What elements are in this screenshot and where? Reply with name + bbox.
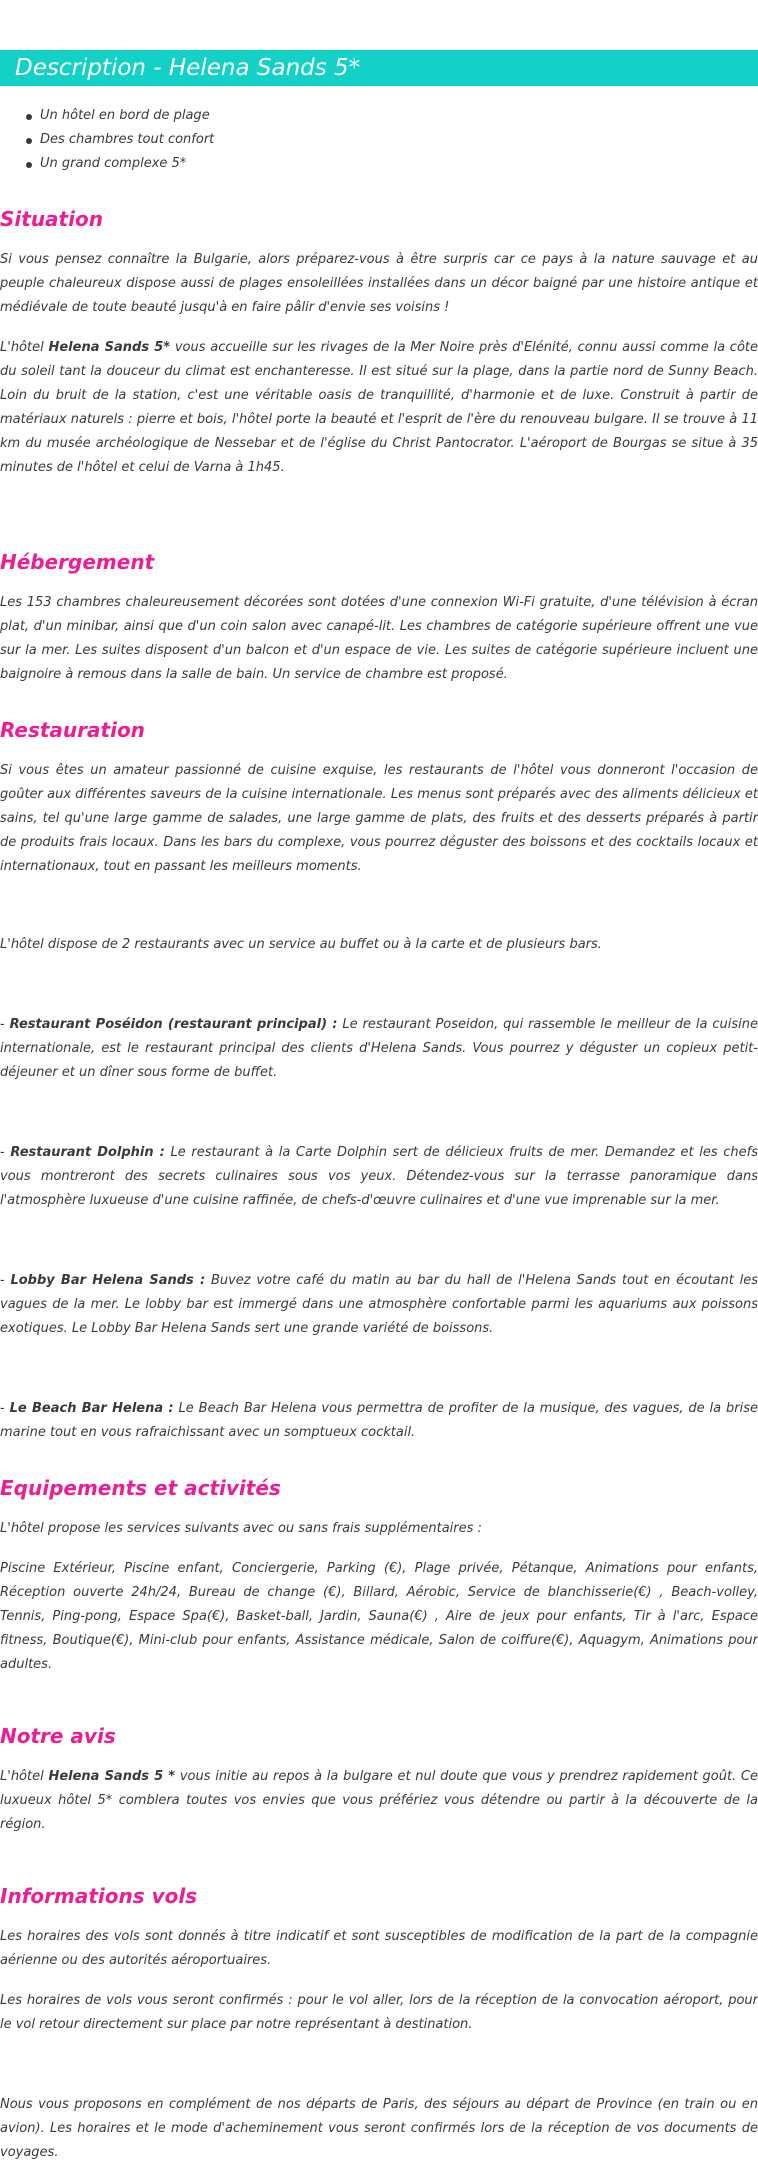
equipements-paragraph-1: L'hôtel propose les services suivants avec ou sans frais supplémentaires : [0, 1521, 482, 1536]
restaurant-name: Restaurant Poséidon (restaurant principal) : [9, 1017, 338, 1032]
text-span: vous accueille sur les rivages de la Mer Noire près d'Elénité, connu aussi comme la côte du soleil tant la douceur du climat est enchanteresse. Il est situé sur la plage, dans la partie nord de Sunny Beach. Loin du bruit de la station, c'est une véritable oasis de tranquillité, d'harmonie et de luxe. Construit à partir de matériaux naturels : pierre et bois, l'hôtel porte la beauté et l'esprit de l'ère du renouveau bulgare. Il se trouve à 11 km du musée archéologique de Nessebar et de l'église du Christ Pantocrator. L'aéroport de Bourgas se situe à 35 minutes de l'hôtel et celui de Varna à 1h45. [0, 340, 758, 475]
text-span: - [0, 1401, 10, 1416]
section-heading-situation: Situation [0, 207, 103, 231]
situation-paragraph-2 [0, 336, 758, 480]
restauration-paragraph-2: L'hôtel dispose de 2 restaurants avec un service au buffet ou à la carte et de plusieurs bars. [0, 937, 602, 952]
text-span: - [0, 1273, 11, 1288]
hotel-name: Helena Sands 5 * [48, 1769, 176, 1784]
text-span: vous initie au repos à la bulgare et nul doute que vous y prendrez rapidement goût. Ce luxueux hôtel 5* comblera toutes vos envies que vous préfériez vous détendre ou partir à la découverte de la région. [0, 1769, 758, 1832]
restauration-paragraph-1: Si vous êtes un amateur passionné de cuisine exquise, les restaurants de l'hôtel vous donneront l'occasion de goûter aux différentes saveurs de la cuisine internationale. Les menus sont préparés avec des aliments délicieux et sains, tel qu'une large gamme de salades, une large gamme de plats, des fruits et des desserts préparés à partir de produits frais locaux. Dans les bars du complexe, vous pourrez déguster des boissons et des cocktails locaux et internationaux, tout en passant les meilleurs moments. [0, 763, 758, 874]
hebergement-paragraph: Les 153 chambres chaleureusement décorées sont dotées d'une connexion Wi-Fi gratuite, d'une télévision à écran plat, d'un minibar, ainsi que d'un coin salon avec canapé-lit. Les chambres de catégorie supérieure offrent une vue sur la mer. Les suites disposent d'un balcon et d'un espace de vie. Les suites de catégorie supérieure incluent une baignoire à remous dans la salle de bain. Un service de chambre est proposé. [0, 595, 758, 682]
text-span: - [0, 1145, 11, 1160]
hotel-name: Helena Sands 5* [48, 340, 171, 355]
vols-paragraph-2: Les horaires de vols vous seront confirmés : pour le vol aller, lors de la réception de la convocation aéroport, pour le vol retour directement sur place par notre représentant à destination. [0, 1993, 758, 2032]
page-title: Description - Helena Sands 5* [15, 55, 361, 81]
text-span: Le restaurant à la Carte Dolphin sert de délicieux fruits de mer. Demandez et les chefs vous montreront des secrets culinaires sous vos yeux. Détendez-vous sur la terrasse panoramique dans l'atmosphère luxueuse d'une cuisine raffinée, de chefs-d'œuvre culinaires et d'une vue imprenable sur la mer. [0, 1145, 758, 1208]
bar-name: Lobby Bar Helena Sands : [10, 1273, 206, 1288]
text-span: L'hôtel [0, 1769, 49, 1784]
section-heading-restauration: Restauration [0, 718, 145, 742]
section-heading-vols: Informations vols [0, 1884, 198, 1908]
restaurant-name: Restaurant Dolphin : [10, 1145, 165, 1160]
equipements-paragraph-2: Piscine Extérieur, Piscine enfant, Conciergerie, Parking (€), Plage privée, Pétanque, Animations pour enfants, Réception ouverte 24h/24, Bureau de change (€), Billard, Aérobic, Service de blanchisserie(€) , Beach-volley, Tennis, Ping-pong, Espace Spa(€), Basket-ball, Jardin, Sauna(€) , Aire de jeux pour enfants, Tir à l'arc, Espace fitness, Boutique(€), Mini-club pour enfants, Assistance médicale, Salon de coiffure(€), Aquagym, Animations pour adultes. [0, 1561, 758, 1672]
bar-item-lobby [0, 1269, 758, 1341]
section-heading-hebergement: Hébergement [0, 550, 155, 574]
list-item: Des chambres tout confort [24, 128, 214, 152]
section-heading-avis: Notre avis [0, 1724, 116, 1748]
text-span: L'hôtel [0, 340, 49, 355]
text-span: Le Beach Bar Helena vous permettra de profiter de la musique, des vagues, de la brise marine tout en vous rafraichissant avec un somptueux cocktail. [0, 1401, 758, 1440]
bar-item-beach [0, 1397, 758, 1445]
list-item: Un hôtel en bord de plage [24, 104, 214, 128]
vols-paragraph-1: Les horaires des vols sont donnés à titre indicatif et sont susceptibles de modification de la part de la compagnie aérienne ou des autorités aéroportuaires. [0, 1929, 758, 1968]
description-banner [0, 50, 758, 86]
section-heading-equipements: Equipements et activités [0, 1476, 281, 1500]
vols-paragraph-3: Nous vous proposons en complément de nos départs de Paris, des séjours au départ de Province (en train ou en avion). Les horaires et le mode d'acheminement vous seront confirmés lors de la réception de vos documents de voyages. [0, 2097, 758, 2160]
bar-name: Le Beach Bar Helena : [9, 1401, 174, 1416]
text-span: Buvez votre café du matin au bar du hall de l'Helena Sands tout en écoutant les vagues de la mer. Le lobby bar est immergé dans une atmosphère confortable parmi les aquariums aux poissons exotiques. Le Lobby Bar Helena Sands sert une grande variété de boissons. [0, 1273, 758, 1336]
restaurant-item-dolphin [0, 1141, 758, 1213]
situation-paragraph-1: Si vous pensez connaître la Bulgarie, alors préparez-vous à être surpris car ce pays à la nature sauvage et au peuple chaleureux dispose aussi de plages ensoleillées installées dans un décor baigné par une histoire antique et médiévale de toute beauté jusqu'à en faire pâlir d'envie ses voisins ! [0, 252, 758, 315]
restaurant-item-poseidon [0, 1013, 758, 1085]
avis-paragraph [0, 1765, 758, 1837]
list-item: Un grand complexe 5* [24, 152, 214, 176]
text-span: - [0, 1017, 10, 1032]
text-span: Le restaurant Poseidon, qui rassemble le meilleur de la cuisine internationale, est le restaurant principal des clients d'Helena Sands. Vous pourrez y déguster un copieux petit-déjeuner et un dîner sous forme de buffet. [0, 1017, 758, 1080]
highlights-list [24, 104, 214, 176]
